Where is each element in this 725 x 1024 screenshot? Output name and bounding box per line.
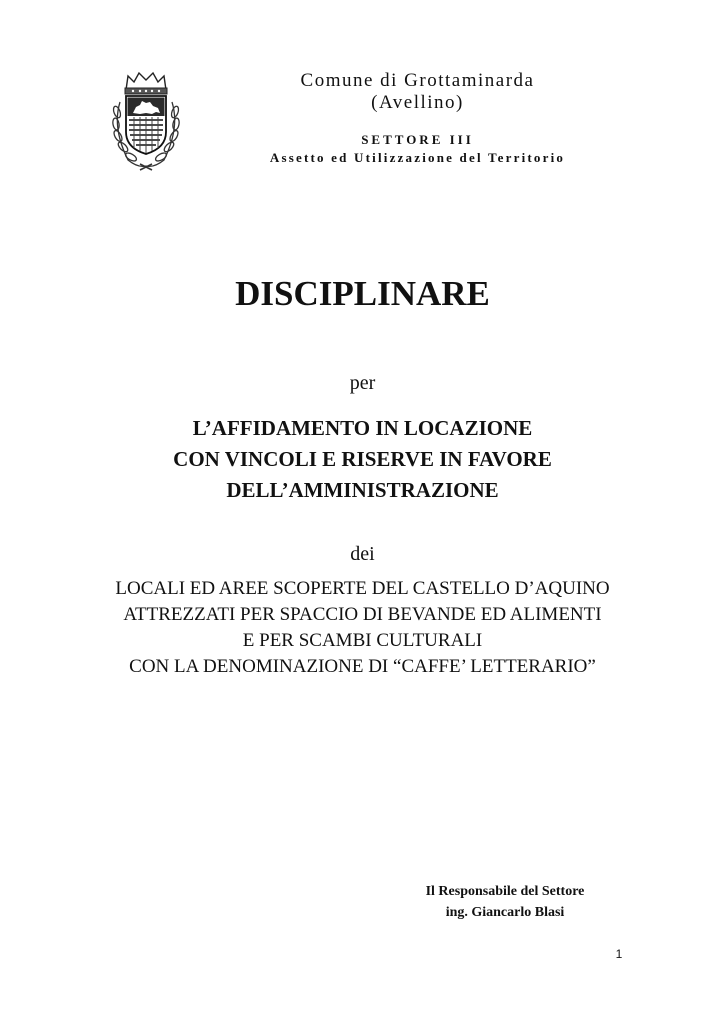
subject-line: DELL’AMMINISTRAZIONE — [226, 478, 499, 502]
connector-per: per — [349, 372, 376, 394]
municipality-name: Comune di Grottaminarda — [300, 70, 535, 91]
object-line: LOCALI ED AREE SCOPERTE DEL CASTELLO D’AQUINO — [115, 578, 610, 599]
shield-icon — [126, 96, 166, 154]
subject-block — [0, 413, 725, 506]
object-block — [0, 576, 725, 680]
object-line: CON LA DENOMINAZIONE DI “CAFFE’ LETTERARIO” — [129, 656, 596, 677]
sector-name: Assetto ed Utilizzazione del Territorio — [269, 150, 566, 165]
object-line: ATTREZZATI PER SPACCIO DI BEVANDE ED ALIMENTI — [123, 604, 602, 625]
crown-icon — [125, 73, 167, 94]
province-name: (Avellino) — [371, 92, 464, 113]
page-number: 1 — [615, 947, 623, 961]
document-title: DISCIPLINARE — [235, 274, 490, 313]
signatory-role: Il Responsabile del Settore — [425, 884, 585, 899]
sector-number: SETTORE III — [361, 132, 474, 147]
signatory-name: ing. Giancarlo Blasi — [445, 905, 565, 920]
subject-line: L’AFFIDAMENTO IN LOCAZIONE — [192, 416, 533, 440]
object-line: E PER SCAMBI CULTURALI — [242, 630, 483, 651]
connector-dei: dei — [350, 543, 375, 565]
subject-line: CON VINCOLI E RISERVE IN FAVORE — [173, 447, 552, 471]
coat-of-arms-icon — [106, 68, 186, 172]
